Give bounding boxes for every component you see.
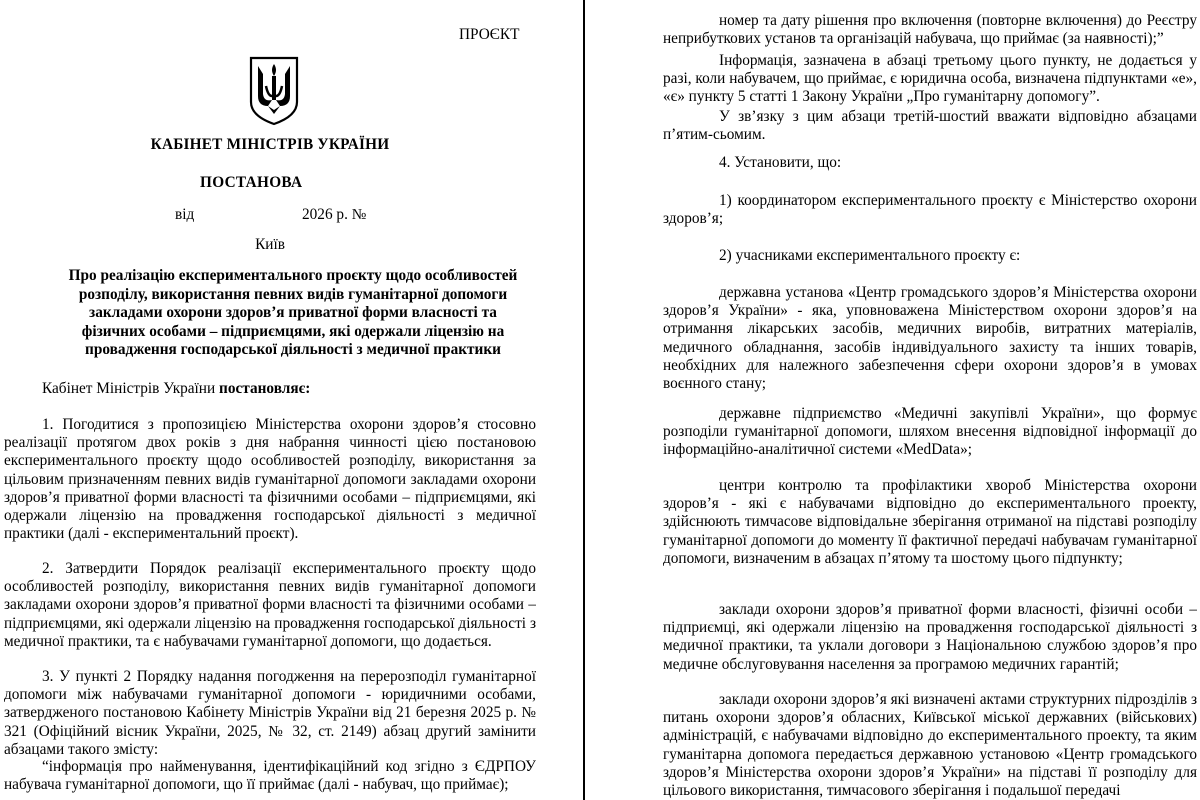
- paragraph-3: 3. У пункті 2 Порядку надання погодження на перерозподіл гуманітарної допомоги між набувачами гуманітарної допомоги - юридичними особами, затвердженого постановою Кабінету Міністрів України від 21 березня 2025 р. № 321 (Офіційний вісник України, 2025, № 32, ст. 2149) абзац другий замінити абзацами такого змісту:: [4, 668, 536, 758]
- document-type: ПОСТАНОВА: [200, 174, 303, 191]
- page-divider: [583, 0, 585, 800]
- draft-mark: ПРОЄКТ: [459, 26, 520, 43]
- date-from-label: від: [175, 206, 195, 223]
- participant-private-facilities: заклади охорони здоров’я приватної форми власності, фізичні особи – підприємці, які одержали ліцензію на провадження господарської діяльності з медичної практики, та уклали договори з Національною службою здоров’я про медичне обслуговування населення за програмою медичних гарантій;: [663, 601, 1197, 673]
- paragraph-4: “інформація про найменування, ідентифікаційний код згідно з ЄДРПОУ набувача гуманітарної допомоги, що її приймає (далі - набувач, що приймає);: [4, 758, 536, 794]
- organization-name: КАБІНЕТ МІНІСТРІВ УКРАЇНИ: [150, 136, 390, 153]
- document-title: Про реалізацію експериментального проєкту щодо особливостей розподілу, використання певних видів гуманітарної допомоги закладами охорони здоров’я приватної форми власності та фізичних особами – підприємцями, які одержали ліцензію на провадження господарської діяльності з медичної практики: [68, 267, 518, 359]
- preamble-text: Кабінет Міністрів України: [42, 380, 220, 397]
- place-label: Київ: [255, 236, 285, 253]
- right-paragraph-1: номер та дату рішення про включення (повторне включення) до Реєстру неприбуткових установ та організацій набувача, що приймає (за наявності);”: [663, 12, 1197, 48]
- left-page: [4, 0, 536, 800]
- right-paragraph-2: Інформація, зазначена в абзаці третьому цього пункту, не додається у разі, коли набувачем, що приймає, є юридична особа, визначена підпунктами «е», «є» пункту 5 статті 1 Закону України „Про гуманітарну допомогу”.: [663, 52, 1197, 106]
- participant-disease-control-centers: центри контролю та профілактики хвороб Міністерства охорони здоров’я - які є набувачами відповідно до експериментального проекту, здійснюють тимчасове відповідальне зберігання отриманої на підставі розподілу гуманітарної допомоги до моменту її фактичної передачі набувачам гуманітарної допомоги, визначеним в абзацах п’ятому та шостому цього підпункту;: [663, 477, 1197, 567]
- preamble: [42, 380, 310, 398]
- paragraph-2: 2. Затвердити Порядок реалізації експериментального проєкту щодо особливостей розподілу, використання певних видів гуманітарної допомоги закладами охорони здоров’я приватної форми власності та фізичними особами – підприємцями, які одержали ліцензію на провадження господарської діяльності з медичної практики, та є набувачами гуманітарної допомоги, що додається.: [4, 560, 536, 650]
- preamble-verb: постановляє:: [219, 380, 311, 397]
- item-1: 1) координатором експериментального проєкту є Міністерство охорони здоров’я;: [663, 192, 1197, 228]
- trident-coat-of-arms-icon: [248, 56, 300, 126]
- right-page: [663, 0, 1197, 800]
- date-year-label: 2026 р. №: [302, 206, 367, 223]
- item-2: 2) учасниками експериментального проєкту є:: [719, 247, 1021, 264]
- right-paragraph-3: У зв’язку з цим абзаци третій-шостий вважати відповідно абзацами п’ятим-сьомим.: [663, 108, 1197, 144]
- participant-designated-facilities: заклади охорони здоров’я які визначені актами структурних підрозділів з питань охорони здоров’я обласних, Київської міської державних (військових) адміністрацій, є набувачами відповідно до експериментального проекту, та яким гуманітарна допомога передається державною установою «Центр громадського здоров’я Міністерства охорони здоров’я України» на підставі її розподілу для цільового використання, тимчасового зберігання і подальшої передачі: [663, 691, 1197, 800]
- paragraph-1: 1. Погодитися з пропозицією Міністерства охорони здоров’я стосовно реалізації протягом двох років з дня набрання чинності цією постановою експериментального проєкту щодо особливостей розподілу, використання за цільовим призначенням певних видів гуманітарної допомоги закладами охорони здоров’я приватної форми власності та фізичними особами – підприємцями, які одержали ліцензію на провадження господарської діяльності з медичної практики (далі - експериментальний проєкт).: [4, 416, 536, 543]
- participant-medical-procurement: державне підприємство «Медичні закупівлі України», що формує розподіли гуманітарної допомоги, шляхом внесення відповідної інформації до інформаційно-аналітичної системи «MedData»;: [663, 405, 1197, 459]
- section-4-heading: 4. Установити, що:: [719, 154, 842, 171]
- participant-public-health-center: державна установа «Центр громадського здоров’я Міністерства охорони здоров’я України» - яка, уповноважена Міністерством охорони здоров’я на отримання лікарських засобів, медичних виробів, витратних матеріалів, медичного обладнання, засобів індивідуального захисту та інших товарів, необхідних для належного забезпечення сфери охорони здоров’я в умовах воєнного стану;: [663, 284, 1197, 393]
